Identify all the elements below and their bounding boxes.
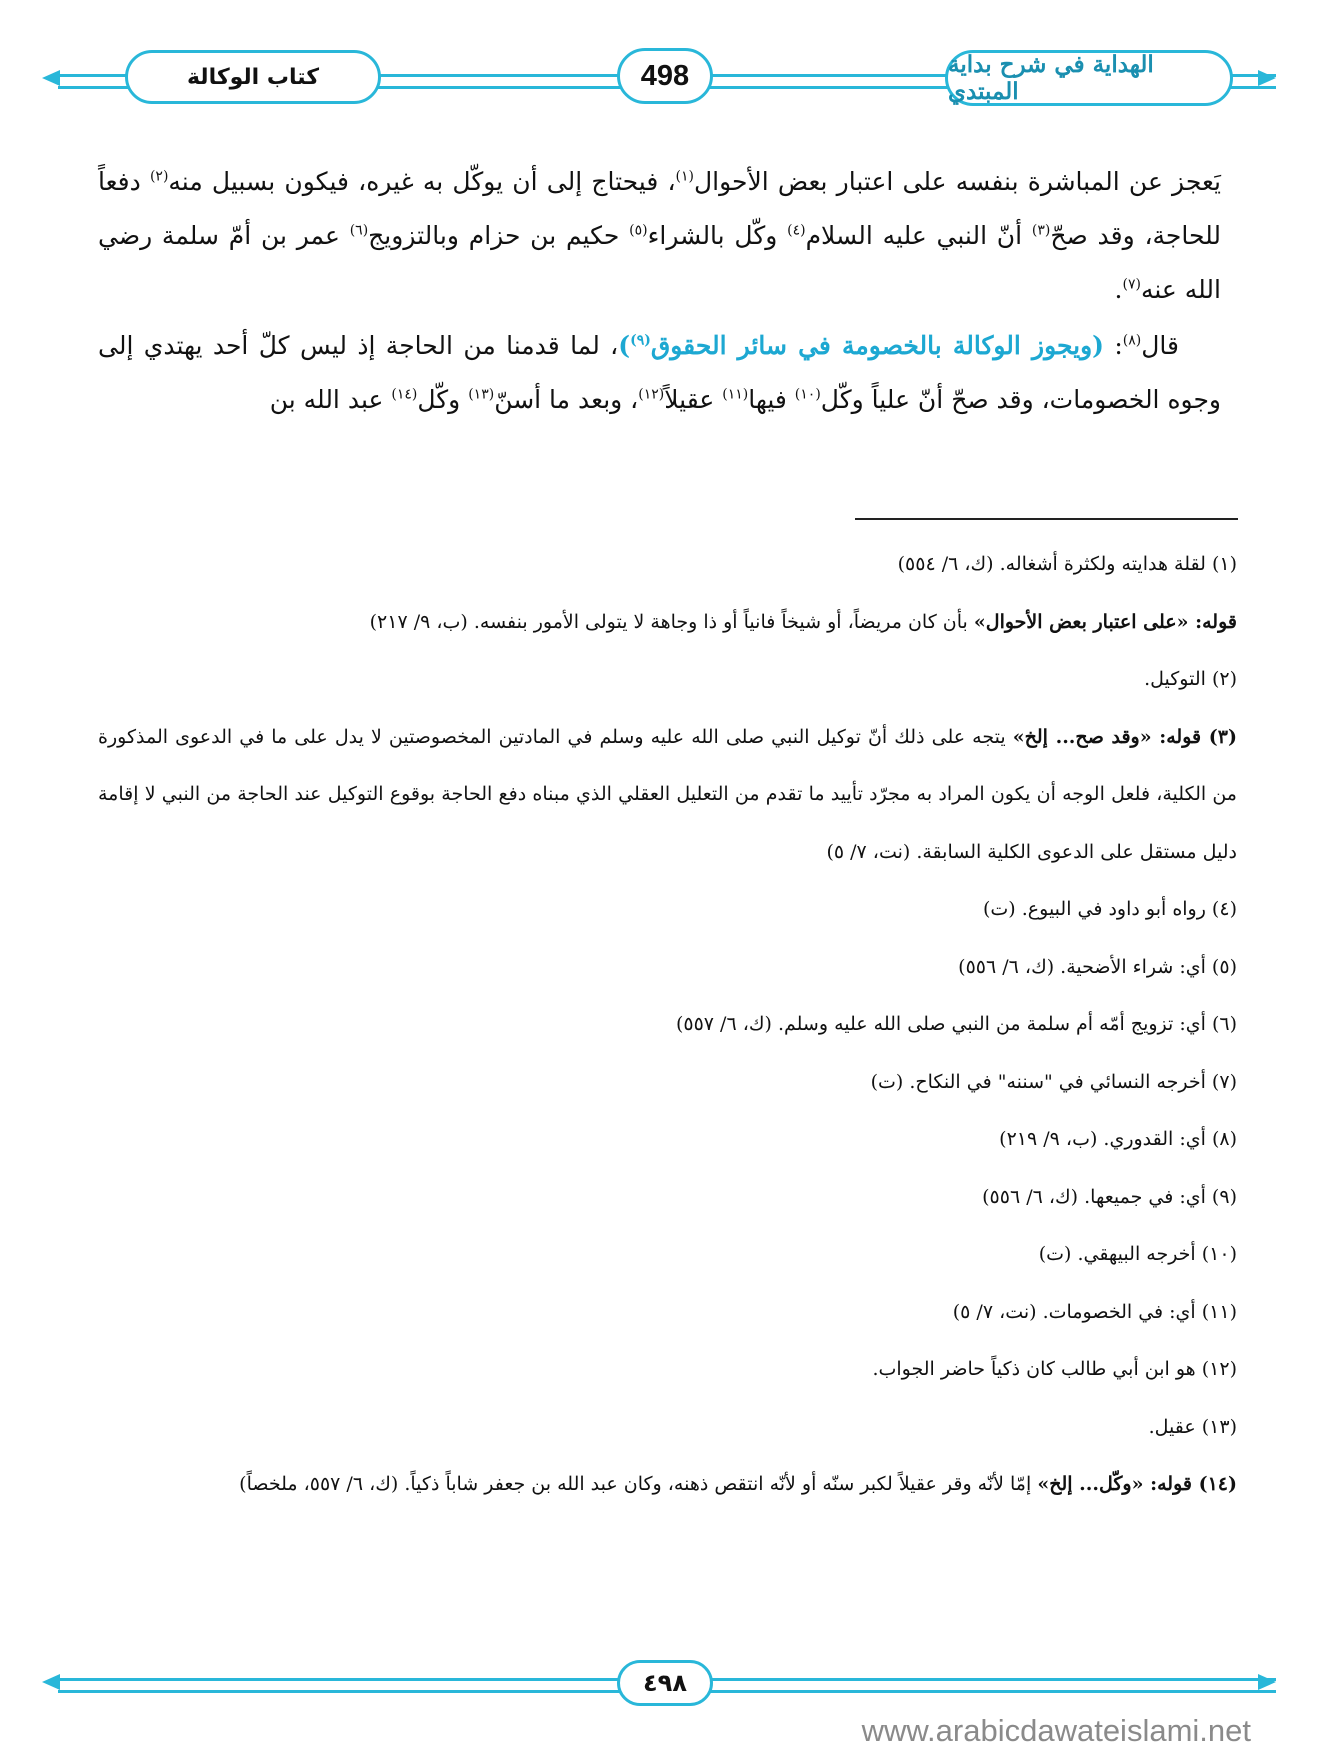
page-number: 498 [617, 48, 713, 104]
footnote-10: (١٠) أخرجه البيهقي. (ت) [1038, 1243, 1237, 1265]
footnote-1: (١) لقلة هدايته ولكثرة أشغاله. (ك، ٦/ ٥٥٤) [897, 553, 1237, 575]
footnote-5: (٥) أي: شراء الأضحية. (ك، ٦/ ٥٥٦) [958, 955, 1237, 978]
footnote-separator [855, 518, 1238, 520]
footnotes [98, 536, 1237, 1514]
matn-highlight: (ويجوز الوكالة بالخصومة في سائر الحقوق$^{(٩)}$) [618, 331, 1104, 360]
footnote-2: (٢) التوكيل. [1144, 668, 1237, 690]
footnote-12: (١٢) هو ابن أبي طالب كان ذكياً حاضر الجواب. [872, 1358, 1237, 1380]
footer-ornament-left-tip [42, 1674, 60, 1690]
footnote-8: (٨) أي: القدوري. (ب، ٩/ ٢١٩) [999, 1128, 1237, 1150]
footnote-9: (٩) أي: في جميعها. (ك، ٦/ ٥٥٦) [982, 1185, 1237, 1208]
book-title: الهداية في شرح بداية المبتدي [945, 50, 1233, 106]
footnote-1-comment: قوله: «على اعتبار بعض الأحوال» بأن كان مريضاً، أو شيخاً فانياً أو ذا وجاهة لا يتولى الأمور بنفسه. (ب، ٩/ ٢١٧) [369, 610, 1237, 633]
footnote-3: (٣) قوله: «وقد صح... إلخ» يتجه على ذلك أنّ توكيل النبي صلى الله عليه وسلم في المادتين المخصوصتين لا يدل على ما في الدعوى المذكورة من الكلية، فلعل الوجه أن يكون المراد به مجرّد تأييد ما تقدم من التعليل العقلي الذي مبناه دفع الحاجة بوقوع التوكيل عند الحاجة من النبي لا إقامة دليل مستقل على الدعوى الكلية السابقة. (نت، ٧/ ٥) [98, 725, 1237, 863]
main-paragraph-2: قال$^{(٨)}$: (ويجوز الوكالة بالخصومة في سائر الحقوق$^{(٩)}$)، لما قدمنا من الحاجة إذ ليس كلّ أحد يهتدي إلى وجوه الخصومات، وقد صحّ أنّ علياً وكّل$^{(١٠)}$ فيها$^{(١١)}$ عقيلاً$^{(١٢)}$، وبعد ما أسنّ$^{(١٣)}$ وكّل$^{(١٤)}$ عبد الله بن [98, 331, 1221, 414]
header-ornament-right-tip [1258, 70, 1276, 86]
website-watermark: www.arabicdawateislami.net [861, 1713, 1251, 1748]
footnote-11: (١١) أي: في الخصومات. (نت، ٧/ ٥) [952, 1300, 1237, 1323]
footnote-14: (١٤) قوله: «وكّل... إلخ» إمّا لأنّه وقر عقيلاً لكبر سنّه أو لأنّه انتقص ذهنه، وكان عبد الله بن جعفر شاباً ذكياً. (ك، ٦/ ٥٥٧، ملخصاً) [239, 1473, 1237, 1495]
footnote-13: (١٣) عقيل. [1148, 1415, 1237, 1438]
header-ornament-left-tip [42, 70, 60, 86]
main-text [98, 155, 1221, 429]
footer-page-number: ٤٩٨ [617, 1660, 713, 1706]
footnote-6: (٦) أي: تزويج أمّه أم سلمة من النبي صلى الله عليه وسلم. (ك، ٦/ ٥٥٧) [675, 1013, 1237, 1035]
footnote-7: (٧) أخرجه النسائي في "سننه" في النكاح. (ت) [870, 1070, 1237, 1093]
chapter-title: كتاب الوكالة [125, 50, 381, 104]
footnote-4: (٤) رواه أبو داود في البيوع. (ت) [983, 898, 1237, 920]
footer-ornament-right-tip [1258, 1674, 1276, 1690]
main-paragraph-1: يَعجز عن المباشرة بنفسه على اعتبار بعض الأحوال$^{(١)}$، فيحتاج إلى أن يوكّل به غيره، فيكون بسبيل منه$^{(٢)}$ دفعاً للحاجة، وقد صحّ$^{(٣)}$ أنّ النبي عليه السلام$^{(٤)}$ وكّل بالشراء$^{(٥)}$ حكيم بن حزام وبالتزويج$^{(٦)}$ عمر بن أمّ سلمة رضي الله عنه$^{(٧)}$. [98, 167, 1222, 304]
